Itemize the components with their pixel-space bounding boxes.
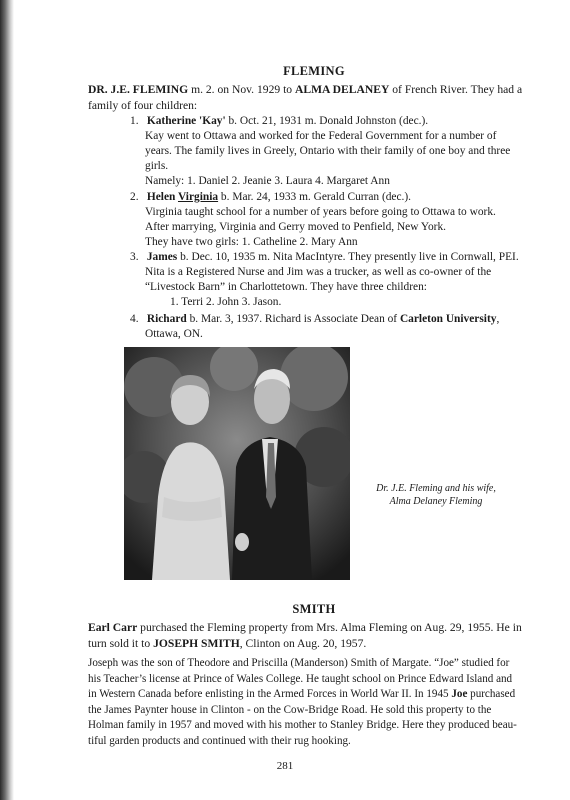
name-je-fleming: DR. J.E. FLEMING	[88, 83, 189, 96]
fleming-couple-photo	[124, 347, 350, 580]
child-name: Katherine 'Kay'	[146, 115, 226, 127]
child-entry-4: 4. Richard b. Mar. 3, 1937. Richard is Associate Dean of Carleton University, Ottawa, ON.	[130, 313, 500, 340]
name-alma-delaney: ALMA DELANEY	[294, 83, 390, 96]
section-heading-smith: SMITH	[292, 602, 336, 616]
section-heading-fleming: FLEMING	[283, 64, 345, 78]
child-entry-1: 1. Katherine 'Kay' b. Oct. 21, 1931 m. Donald Johnston (dec.). Kay went to Ottawa and worked for the Federal Government for a number of years. The family lives in Greely, Ontario with their family of one boy and three girls. Namely: 1. Daniel 2. Jeanie 3. Laura 4. Margaret Ann	[130, 115, 511, 187]
fleming-intro	[88, 82, 540, 113]
smith-paragraph-1: Earl Carr purchased the Fleming property from Mrs. Alma Fleming on Aug. 29, 1955. He in turn sold it to JOSEPH SMITH, Clinton on Aug. 20, 1957.	[88, 621, 522, 650]
child-name: Richard	[146, 313, 187, 325]
intro-line-1: DR. J.E. FLEMING m. 2. on Nov. 1929 to ALMA DELANEY of French River. They had a	[88, 83, 523, 96]
page-number: 281	[276, 760, 294, 772]
book-binding-shadow	[0, 0, 14, 800]
child-entry-2: 2. Helen Virginia b. Mar. 24, 1933 m. Gerald Curran (dec.). Virginia taught school for a number of years before going to Ottawa to work. After marrying, Virginia and Gerry moved to Penfield, New York. They have two girls: 1. Catheline 2. Mary Ann	[130, 191, 496, 248]
photo-caption: Dr. J.E. Fleming and his wife, Alma Delaney Fleming	[376, 483, 496, 507]
carleton-university: Carleton University	[399, 313, 497, 325]
name-joseph-smith: JOSEPH SMITH	[153, 636, 240, 650]
child-name: James	[146, 251, 178, 263]
smith-paragraph-2: Joseph was the son of Theodore and Priscilla (Manderson) Smith of Margate. “Joe” studied for his Teacher’s license at Prince of Wales College. He taught school on Prince Edward Island and in Western Canada before enlisting in the Armed Forces in World War II. In 1945 Joe purchased the James Paynter house in Clinton - on the Cow-Bridge Road. He sold this property to the Holman family in 1957 and moved with his mother to Stanley Bridge. Here they produced beau- tiful garden products and continued with their rug hooking.	[88, 657, 517, 747]
photo-illustration	[124, 347, 350, 580]
child-entry-3: 3. James b. Dec. 10, 1935 m. Nita MacIntyre. They presently live in Cornwall, PEI. Nita is a Registered Nurse and Jim was a trucker, as well as co-owner of the “Livestock Barn” in Charlottetown. They have three children: 1. Terri 2. John 3. Jason.	[130, 251, 519, 308]
child-name: Helen Virginia	[146, 191, 219, 203]
name-earl-carr: Earl Carr	[88, 621, 138, 634]
intro-line-2: family of four children:	[88, 98, 198, 112]
